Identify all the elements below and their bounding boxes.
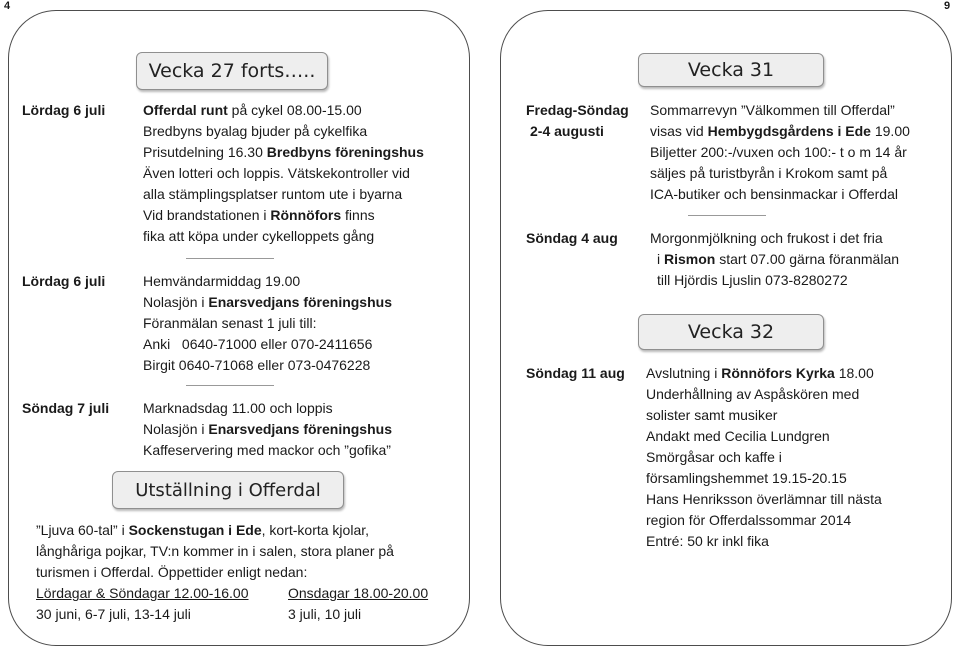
event-line: Vid brandstationen i Rönnöfors finns	[143, 207, 375, 223]
day-label: Söndag 4 aug	[526, 230, 618, 246]
week-31-header	[638, 53, 824, 87]
event-line: Kaffeservering med mackor och ”gofika”	[143, 442, 391, 458]
event-line: Bredbyns byalag bjuder på cykelfika	[143, 123, 368, 139]
event-line: Morgonmjölkning och frukost i det fria	[650, 230, 883, 246]
event-line: i Rismon start 07.00 gärna föranmälan	[657, 251, 900, 267]
day-label: Lördag 6 juli	[22, 102, 106, 118]
event-line: visas vid Hembygdsgårdens i Ede 19.00	[650, 123, 910, 139]
event-line: Nolasjön i Enarsvedjans föreningshus	[143, 294, 392, 310]
event-line: Hans Henriksson överlämnar till nästa	[646, 491, 882, 507]
event-line: Underhållning av Aspåskören med	[646, 386, 860, 402]
page-number-left: 4	[4, 0, 11, 12]
opening-hours-weekend-heading: Lördagar & Söndagar 12.00-16.00	[36, 585, 249, 601]
event-line: Föranmälan senast 1 juli till:	[143, 315, 317, 331]
event-line: Biljetter 200:-/vuxen och 100:- t o m 14 år	[650, 144, 907, 160]
divider	[186, 385, 274, 386]
exhibition-line: ”Ljuva 60-tal” i Sockenstugan i Ede, kort-korta kjolar,	[36, 522, 370, 538]
event-line: Hemvändarmiddag 19.00	[143, 273, 301, 289]
event-line: fika att köpa under cykelloppets gång	[143, 228, 375, 244]
event-line: alla stämplingsplatser runtom ute i byarna	[143, 186, 403, 202]
event-line: Birgit 0640-71068 eller 073-0476228	[143, 357, 371, 373]
day-label: Lördag 6 juli	[22, 273, 106, 289]
day-label: Söndag 7 juli	[22, 400, 110, 416]
event-line: Avslutning i Rönnöfors Kyrka 18.00	[646, 365, 874, 381]
event-line: Sommarrevyn ”Välkommen till Offerdal”	[650, 102, 895, 118]
event-line: Prisutdelning 16.30 Bredbyns föreningshus	[143, 144, 424, 160]
week-27-header-label: Vecka 27 forts…..	[148, 60, 316, 82]
event-line: Nolasjön i Enarsvedjans föreningshus	[143, 421, 392, 437]
day-label: 2-4 augusti	[530, 123, 604, 139]
event-line: Även lotteri och loppis. Vätskekontroller vid	[143, 165, 410, 181]
event-line: till Hjördis Ljuslin 073-8280272	[657, 272, 848, 288]
opening-hours-wednesday-heading: Onsdagar 18.00-20.00	[288, 585, 429, 601]
divider	[688, 215, 766, 216]
event-line: församlingshemmet 19.15-20.15	[646, 470, 847, 486]
opening-dates-wednesday: 3 juli, 10 juli	[288, 606, 362, 622]
event-line: Anki 0640-71000 eller 070-2411656	[143, 336, 373, 352]
day-label: Söndag 11 aug	[526, 365, 625, 381]
page-number-right: 9	[944, 0, 951, 12]
divider	[186, 258, 274, 259]
event-line: säljes på turistbyrån i Krokom samt på	[650, 165, 888, 181]
week-32-header	[638, 314, 824, 350]
event-line: solister samt musiker	[646, 407, 778, 423]
exhibition-header	[112, 471, 344, 509]
week-31-header-label: Vecka 31	[687, 59, 775, 81]
event-line: Entré: 50 kr inkl fika	[646, 533, 769, 549]
event-line: Andakt med Cecilia Lundgren	[646, 428, 830, 444]
event-line: Smörgåsar och kaffe i	[646, 449, 782, 465]
event-line: Marknadsdag 11.00 och loppis	[143, 400, 333, 416]
week-27-header	[136, 52, 328, 90]
week-32-header-label: Vecka 32	[687, 321, 775, 343]
event-line: region för Offerdalssommar 2014	[646, 512, 852, 528]
exhibition-line: långhåriga pojkar, TV:n kommer in i salen, stora planer på	[36, 543, 394, 559]
event-line: ICA-butiker och bensinmackar i Offerdal	[650, 186, 898, 202]
exhibition-line: turismen i Offerdal. Öppettider enligt nedan:	[36, 564, 308, 580]
event-line: Offerdal runt på cykel 08.00-15.00	[143, 102, 362, 118]
exhibition-header-label: Utställning i Offerdal	[135, 479, 321, 501]
opening-dates-weekend: 30 juni, 6-7 juli, 13-14 juli	[36, 606, 191, 622]
day-label: Fredag-Söndag	[526, 102, 629, 118]
